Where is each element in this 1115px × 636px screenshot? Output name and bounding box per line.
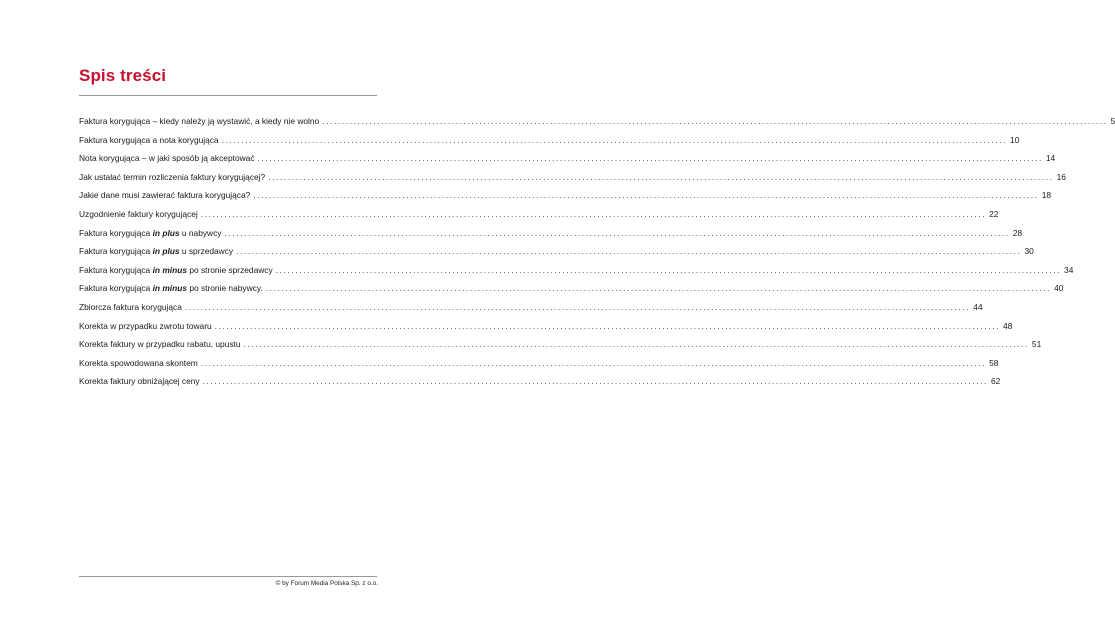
toc-entry[interactable] — [79, 242, 1034, 261]
toc-page-number: 22 — [989, 208, 999, 219]
toc-entry-text: Faktura korygująca — [79, 246, 153, 257]
toc-page-number: 62 — [990, 376, 1001, 387]
toc-entry-title — [79, 242, 233, 261]
toc-dot-leader: ........................................................................................................................................................................................................ — [257, 153, 1043, 164]
page-title: Spis treści — [79, 66, 167, 85]
toc-page-number: 30 — [1024, 246, 1034, 257]
toc-entry-text: u nabywcy — [179, 227, 222, 238]
footer-divider — [79, 576, 377, 577]
toc-entry[interactable] — [79, 354, 999, 373]
toc-entry[interactable] — [79, 224, 1023, 243]
toc-entry-title — [79, 186, 250, 205]
toc-page-number: 18 — [1041, 190, 1052, 201]
toc-page-number: 48 — [1003, 320, 1013, 331]
toc-dot-leader: ........................................................................................................................................................................................................ — [253, 190, 1039, 201]
toc-entry-text: Zbiorcza faktura korygująca — [79, 301, 182, 312]
toc-entry[interactable] — [79, 372, 1001, 391]
copyright-notice: © by Forum Media Polska Sp. z o.o. — [275, 580, 378, 587]
toc-dot-leader: ........................................................................................................................................................................................................ — [265, 283, 1052, 294]
toc-entry-text: Nota korygująca – w jaki sposób ją akceptować — [79, 153, 255, 164]
toc-entry[interactable] — [79, 168, 1066, 187]
toc-dot-leader: ........................................................................................................................................................................................................ — [200, 357, 987, 368]
toc-entry-title — [79, 112, 319, 131]
toc-entry-emphasis: in plus — [152, 227, 180, 238]
toc-page-number: 5 — [1110, 116, 1115, 126]
toc-entry-title — [79, 372, 200, 391]
toc-dot-leader: ........................................................................................................................................................................................................ — [200, 208, 987, 219]
toc-page-number: 58 — [989, 357, 999, 368]
toc-entry-title — [79, 335, 241, 354]
toc-entry-title — [79, 298, 182, 317]
title-divider — [79, 95, 377, 96]
toc-entry[interactable] — [79, 279, 1064, 298]
toc-entry-title — [79, 168, 265, 187]
toc-entry-text: Faktura korygująca — [79, 227, 153, 238]
toc-entry-text: Korekta faktury w przypadku rabatu, upustu — [79, 339, 241, 350]
toc-entry-text: po stronie nabywcy. — [187, 283, 263, 294]
toc-entry-emphasis: in plus — [152, 246, 180, 257]
toc-dot-leader: ........................................................................................................................................................................................................ — [275, 264, 1062, 275]
toc-entry[interactable] — [79, 186, 1052, 205]
toc-entry-emphasis: in minus — [152, 264, 187, 275]
table-of-contents — [79, 112, 1115, 391]
toc-entry-emphasis: in minus — [152, 283, 187, 294]
toc-page-number: 51 — [1031, 339, 1042, 350]
toc-entry-title — [79, 279, 263, 298]
toc-entry-text: Korekta faktury obniżającej ceny — [79, 376, 200, 387]
toc-entry[interactable] — [79, 205, 999, 224]
toc-dot-leader: ........................................................................................................................................................................................................ — [214, 320, 1001, 331]
toc-dot-leader: ........................................................................................................................................................................................................ — [236, 246, 1022, 257]
toc-entry-text: Korekta w przypadku zwrotu towaru — [79, 320, 212, 331]
toc-page-number: 44 — [973, 301, 983, 312]
toc-entry-title — [79, 205, 198, 224]
toc-entry-title — [79, 149, 255, 168]
toc-entry-text: Faktura korygująca a nota korygująca — [79, 134, 219, 145]
toc-entry-text: Faktura korygująca – kiedy należy ją wystawić, a kiedy nie wolno — [79, 116, 320, 126]
toc-entry-text: Faktura korygująca — [79, 283, 153, 294]
toc-page-number: 40 — [1054, 283, 1064, 294]
toc-page-number: 16 — [1056, 171, 1066, 182]
toc-entry[interactable] — [79, 112, 1115, 131]
toc-page-number: 10 — [1010, 134, 1020, 145]
toc-dot-leader: ........................................................................................................................................................................................................ — [202, 376, 988, 387]
toc-entry-title — [79, 317, 212, 336]
toc-entry[interactable] — [79, 317, 1013, 336]
toc-entry-title — [79, 131, 219, 150]
toc-entry[interactable] — [79, 261, 1074, 280]
toc-entry-text: Faktura korygująca — [79, 264, 153, 275]
toc-entry-text: u sprzedawcy — [179, 246, 234, 257]
toc-entry[interactable] — [79, 335, 1042, 354]
toc-entry-text: Korekta spowodowana skontem — [79, 357, 198, 368]
toc-dot-leader: ........................................................................................................................................................................................................ — [322, 116, 1108, 126]
toc-page-number: 34 — [1064, 264, 1074, 275]
toc-entry-title — [79, 261, 273, 280]
toc-page-number: 28 — [1012, 227, 1023, 238]
toc-entry[interactable] — [79, 131, 1020, 150]
toc-dot-leader: ........................................................................................................................................................................................................ — [224, 227, 1010, 238]
toc-entry-title — [79, 354, 198, 373]
toc-entry[interactable] — [79, 298, 983, 317]
toc-dot-leader: ........................................................................................................................................................................................................ — [221, 134, 1008, 145]
toc-entry[interactable] — [79, 149, 1056, 168]
toc-dot-leader: ........................................................................................................................................................................................................ — [243, 339, 1029, 350]
toc-entry-text: po stronie sprzedawcy — [187, 264, 273, 275]
toc-entry-text: Uzgodnienie faktury korygującej — [79, 208, 198, 219]
toc-page-number: 14 — [1045, 153, 1056, 164]
toc-entry-title — [79, 224, 221, 243]
toc-entry-text: Jakie dane musi zawierać faktura korygująca? — [79, 190, 251, 201]
toc-dot-leader: ........................................................................................................................................................................................................ — [268, 171, 1054, 182]
toc-entry-text: Jak ustalać termin rozliczenia faktury korygującej? — [79, 171, 266, 182]
toc-dot-leader: ........................................................................................................................................................................................................ — [184, 301, 971, 312]
